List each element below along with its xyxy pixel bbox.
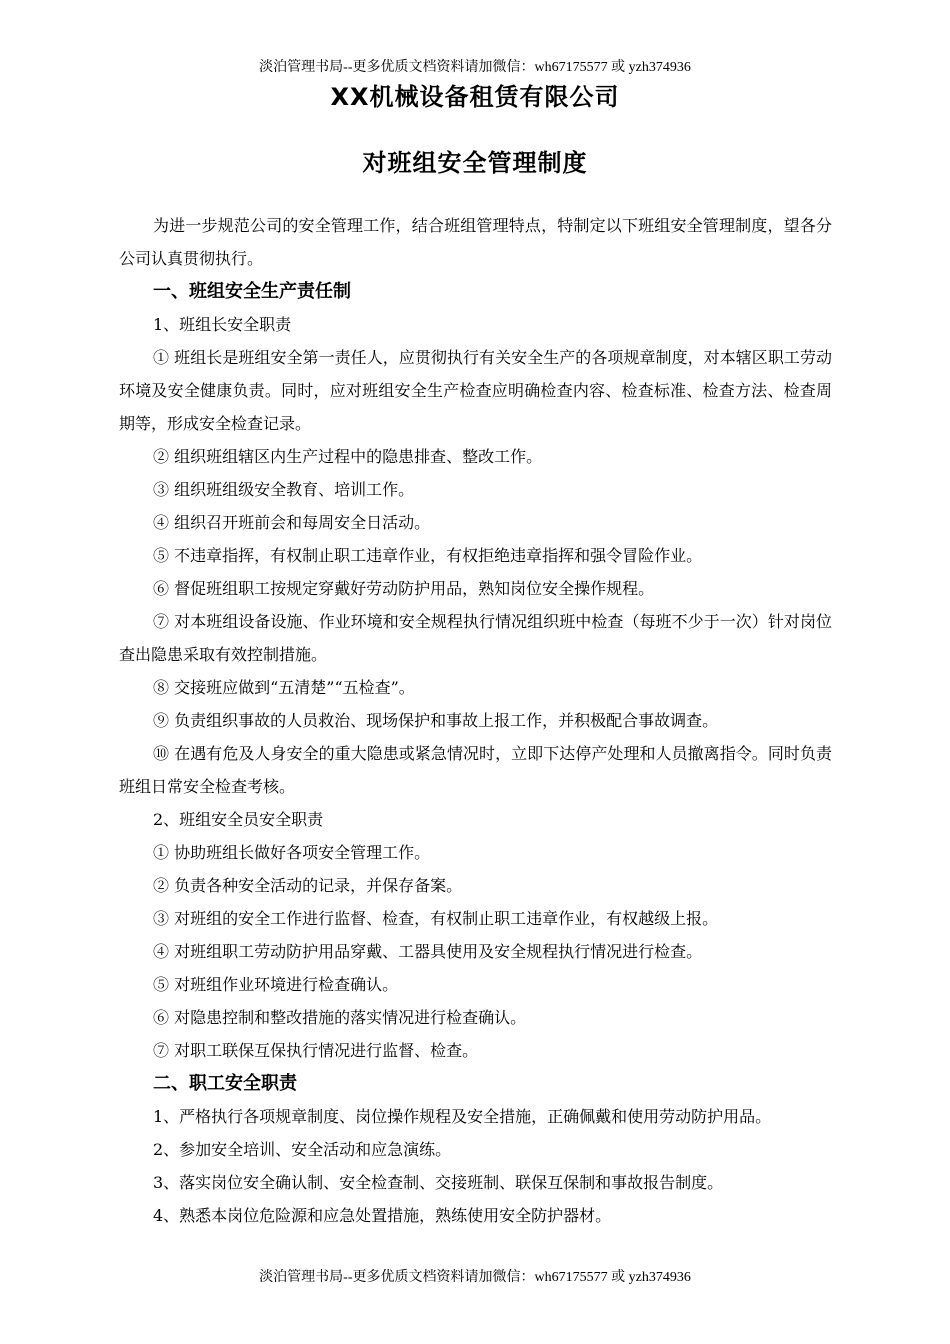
section-2-heading: 二、职工安全职责	[153, 1073, 297, 1094]
list-item: 4、熟悉本岗位危险源和应急处置措施，熟练使用安全防护器材。	[153, 1206, 612, 1225]
list-item: ① 协助班组长做好各项安全管理工作。	[153, 843, 431, 862]
list-item: ④ 组织召开班前会和每周安全日活动。	[153, 513, 431, 532]
document-title: 对班组安全管理制度	[362, 149, 588, 177]
section-1-heading: 一、班组安全生产责任制	[153, 281, 351, 302]
list-item: ⑤ 不违章指挥，有权制止职工违章作业，有权拒绝违章指挥和强令冒险作业。	[153, 546, 703, 565]
page-footer: 淡泊管理书局--更多优质文档资料请加微信：wh67175577 或 yzh374936	[259, 1270, 691, 1285]
subsection-2-heading: 2、班组安全员安全职责	[153, 810, 324, 829]
list-item: ⑤ 对班组作业环境进行检查确认。	[153, 975, 399, 994]
list-item: ③ 组织班组级安全教育、培训工作。	[153, 480, 415, 499]
list-item: ② 组织班组辖区内生产过程中的隐患排查、整改工作。	[153, 447, 543, 466]
list-item: ⑩ 在遇有危及人身安全的重大隐患或紧急情况时，立即下达停产处理和人员撤离指令。同时负责班组日常安全检查考核。	[119, 744, 832, 796]
list-item: ④ 对班组职工劳动防护用品穿戴、工器具使用及安全规程执行情况进行检查。	[153, 942, 703, 961]
list-item: ⑧ 交接班应做到“五清楚”“五检查”。	[153, 678, 415, 697]
intro-paragraph: 为进一步规范公司的安全管理工作，结合班组管理特点，特制定以下班组安全管理制度，望各分公司认真贯彻执行。	[119, 216, 832, 268]
document-body	[119, 209, 832, 1232]
list-item: ⑥ 对隐患控制和整改措施的落实情况进行检查确认。	[153, 1008, 527, 1027]
list-item: 3、落实岗位安全确认制、安全检查制、交接班制、联保互保制和事故报告制度。	[153, 1173, 724, 1192]
list-item: 2、参加安全培训、安全活动和应急演练。	[153, 1140, 452, 1159]
list-item: ① 班组长是班组安全第一责任人，应贯彻执行有关安全生产的各项规章制度，对本辖区职工劳动环境及安全健康负责。同时，应对班组安全生产检查应明确检查内容、检查标准、检查方法、检查周期等，形成安全检查记录。	[119, 348, 832, 433]
list-item: ⑦ 对本班组设备设施、作业环境和安全规程执行情况组织班中检查（每班不少于一次）针对岗位查出隐患采取有效控制措施。	[119, 612, 832, 664]
page-header: 淡泊管理书局--更多优质文档资料请加微信：wh67175577 或 yzh374936	[259, 60, 691, 75]
list-item: ② 负责各种安全活动的记录，并保存备案。	[153, 876, 463, 895]
list-item: ③ 对班组的安全工作进行监督、检查，有权制止职工违章作业，有权越级上报。	[153, 909, 719, 928]
list-item: ⑦ 对职工联保互保执行情况进行监督、检查。	[153, 1041, 479, 1060]
subsection-1-heading: 1、班组长安全职责	[153, 315, 292, 334]
list-item: 1、严格执行各项规章制度、岗位操作规程及安全措施，正确佩戴和使用劳动防护用品。	[153, 1107, 772, 1126]
list-item: ⑥ 督促班组职工按规定穿戴好劳动防护用品，熟知岗位安全操作规程。	[153, 579, 655, 598]
company-name: XX机械设备租赁有限公司	[330, 83, 620, 111]
list-item: ⑨ 负责组织事故的人员救治、现场保护和事故上报工作，并积极配合事故调查。	[153, 711, 719, 730]
